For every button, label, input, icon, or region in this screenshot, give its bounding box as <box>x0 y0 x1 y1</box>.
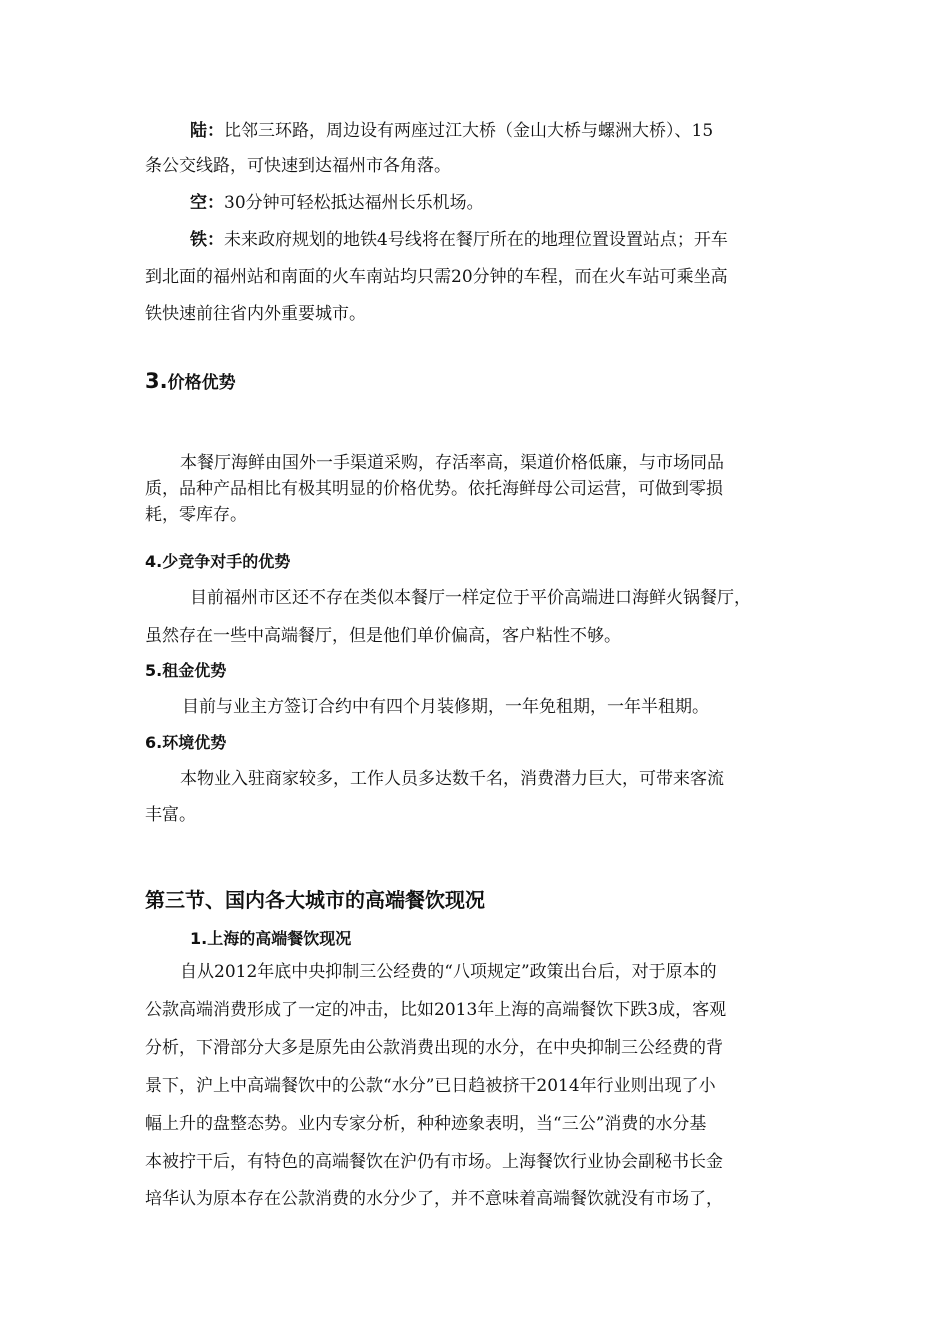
air-paragraph-line <box>190 192 484 214</box>
price-heading-text: 价格优势 <box>167 373 236 393</box>
competition-text-line2: 虽然存在一些中高端餐厅，但是他们单价偏高，客户粘性不够。 <box>145 626 621 646</box>
section3-text-line: 公款高端消费形成了一定的冲击，比如2013年上海的高端餐饮下跌3成，客观 <box>145 1000 727 1020</box>
competition-text-line1: 目前福州市区还不存在类似本餐厅一样定位于平价高端进口海鲜火锅餐厅， <box>190 588 751 608</box>
rail-text-line1: 未来政府规划的地铁4号线将在餐厅所在的地理位置设置站点；开车 <box>224 230 728 250</box>
environment-text-line1: 本物业入驻商家较多，工作人员多达数千名，消费潜力巨大，可带来客流 <box>180 769 724 789</box>
air-lead: 空： <box>190 193 224 213</box>
environment-text-line2: 丰富。 <box>145 805 196 825</box>
rent-heading: 5.租金优势 <box>145 661 227 680</box>
rent-text-line1: 目前与业主方签订合约中有四个月装修期，一年免租期，一年半租期。 <box>182 697 709 717</box>
section3-text-line: 培华认为原本存在公款消费的水分少了，并不意味着高端餐饮就没有市场了， <box>145 1189 723 1209</box>
section3-text-line: 本被拧干后，有特色的高端餐饮在沪仍有市场。上海餐饮行业协会副秘书长金 <box>145 1152 723 1172</box>
section3-text-line: 幅上升的盘整态势。业内专家分析，种种迹象表明，当“三公”消费的水分基 <box>145 1114 707 1134</box>
rail-paragraph-line <box>190 229 728 251</box>
price-text-line2: 质，品种产品相比有极其明显的价格优势。依托海鲜母公司运营，可做到零损 <box>145 479 723 499</box>
land-text-line2: 条公交线路，可快速到达福州市各角落。 <box>145 156 451 176</box>
rail-text-line2: 到北面的福州站和南面的火车南站均只需20分钟的车程，而在火车站可乘坐高 <box>145 267 728 287</box>
land-lead: 陆： <box>190 121 224 141</box>
land-paragraph-line <box>190 120 713 142</box>
section3-text-line: 景下，沪上中高端餐饮中的公款“水分”已日趋被挤干2014年行业则出现了小 <box>145 1076 716 1096</box>
section3-text-line: 分析，下滑部分大多是原先由公款消费出现的水分，在中央抑制三公经费的背 <box>145 1038 723 1058</box>
rail-lead: 铁： <box>190 230 224 250</box>
section3-title: 第三节、国内各大城市的高端餐饮现况 <box>145 888 485 912</box>
rail-text-line3: 铁快速前往省内外重要城市。 <box>145 304 366 324</box>
price-heading-number: 3. <box>145 369 168 393</box>
price-heading <box>145 369 236 395</box>
competition-heading: 4.少竞争对手的优势 <box>145 552 291 571</box>
air-text-line1: 30分钟可轻松抵达福州长乐机场。 <box>224 193 484 213</box>
price-text-line3: 耗，零库存。 <box>145 505 247 525</box>
section3-subheading-shanghai: 1.上海的高端餐饮现况 <box>190 929 352 948</box>
section3-text-line: 自从2012年底中央抑制三公经费的“八项规定”政策出台后，对于原本的 <box>180 962 717 982</box>
environment-heading: 6.环境优势 <box>145 733 227 752</box>
land-text-line1: 比邻三环路，周边设有两座过江大桥（金山大桥与螺洲大桥）、15 <box>224 121 714 141</box>
price-text-line1: 本餐厅海鲜由国外一手渠道采购，存活率高，渠道价格低廉，与市场同品 <box>180 453 724 473</box>
